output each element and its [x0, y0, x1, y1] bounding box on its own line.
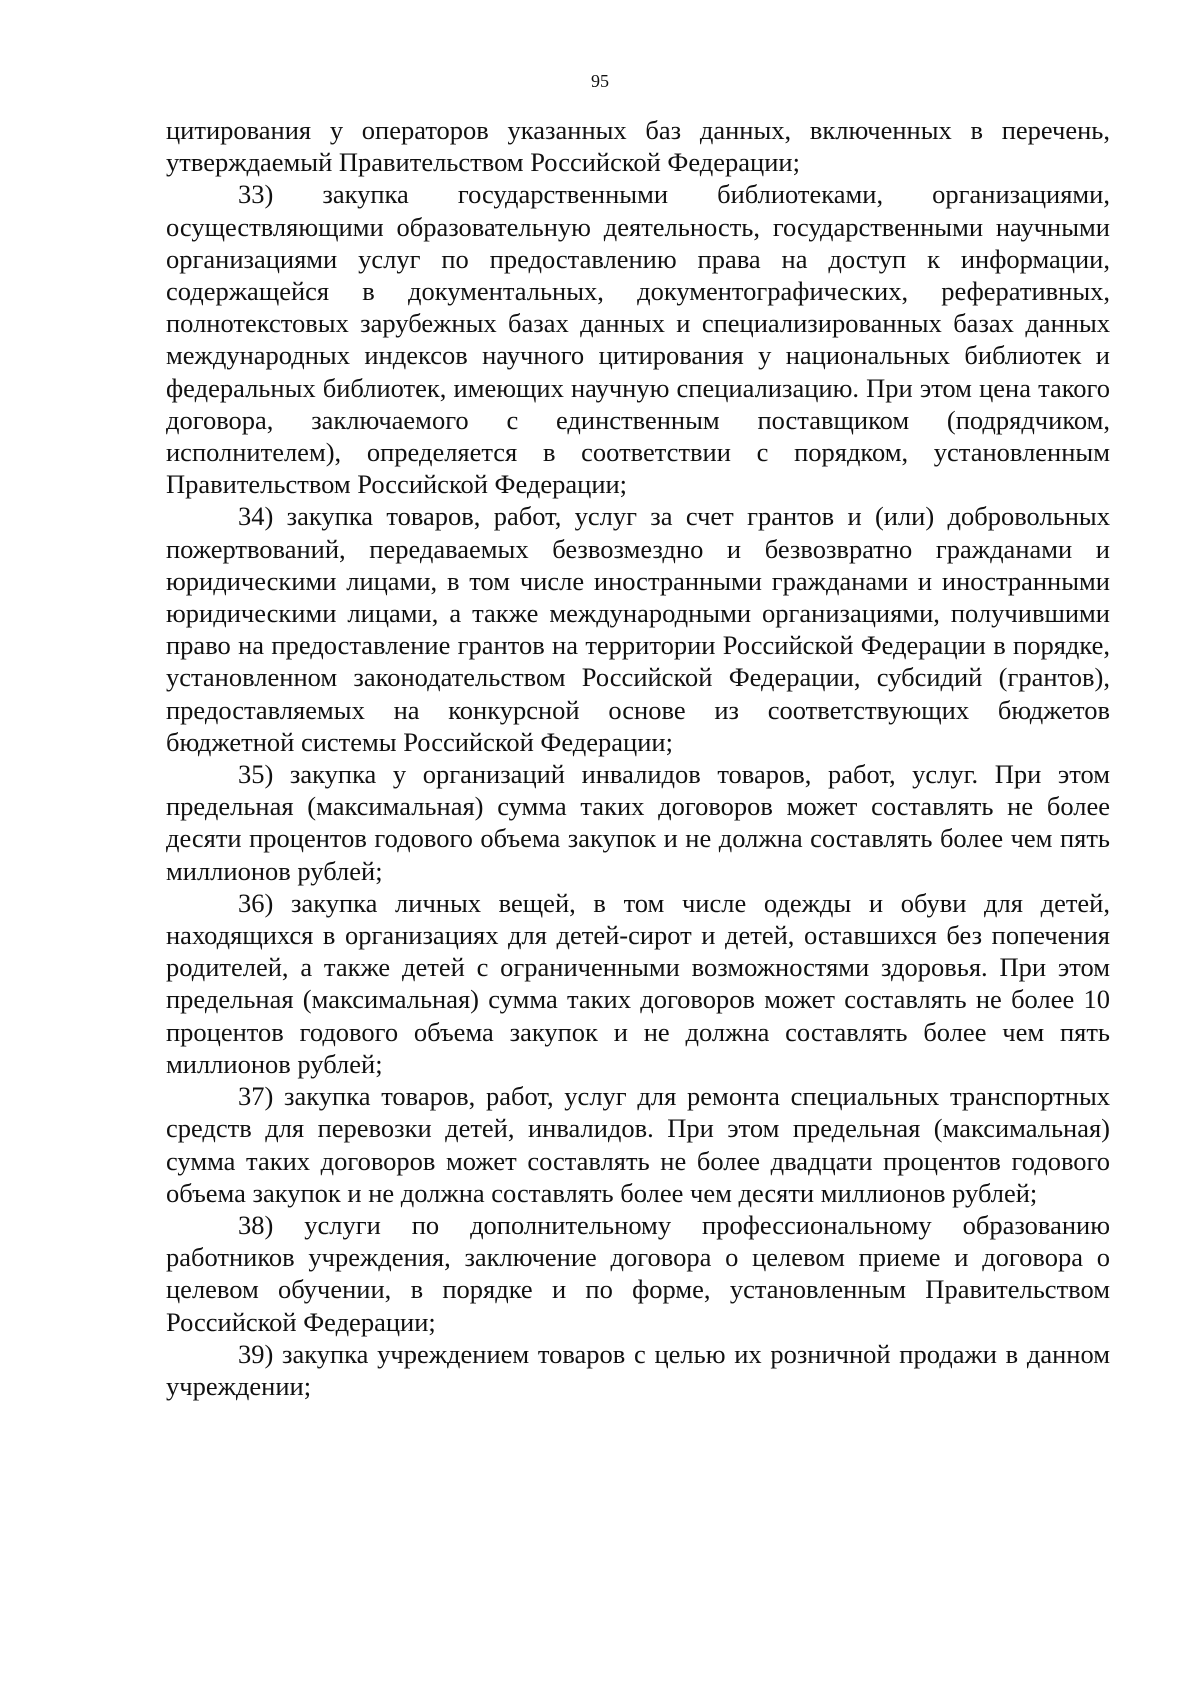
paragraph-item-34: 34) закупка товаров, работ, услуг за счет грантов и (или) добровольных пожертвований, передаваемых безвозмездно и безвозвратно гражданами и юридическими лицами, в том числе иностранными гражданами и иностранными юридическими лицами, а также международными организациями, получившими право на предоставление грантов на территории Российской Федерации в порядке, установленном законодательством Российской Федерации, субсидий (грантов), предоставляемых на конкурсной основе из соответствующих бюджетов бюджетной системы Российской Федерации; [166, 501, 1110, 757]
paragraph-item-33: 33) закупка государственными библиотеками, организациями, осуществляющими образовательную деятельность, государственными научными организациями услуг по предоставлению права на доступ к информации, содержащейся в документальных, документографических, реферативных, полнотекстовых зарубежных базах данных и специализированных базах данных международных индексов научного цитирования у национальных библиотек и федеральных библиотек, имеющих научную специализацию. При этом цена такого договора, заключаемого с единственным поставщиком (подрядчиком, исполнителем), определяется в соответствии с порядком, установленным Правительством Российской Федерации; [166, 179, 1110, 500]
paragraph-continuation: цитирования у операторов указанных баз данных, включенных в перечень, утверждаемый Правительством Российской Федерации; [166, 115, 1110, 178]
paragraph-item-37: 37) закупка товаров, работ, услуг для ремонта специальных транспортных средств для перевозки детей, инвалидов. При этом предельная (максимальная) сумма таких договоров может составлять не более двадцати процентов годового объема закупок и не должна составлять более чем десяти миллионов рублей; [166, 1081, 1110, 1208]
paragraph-item-36: 36) закупка личных вещей, в том числе одежды и обуви для детей, находящихся в организациях для детей-сирот и детей, оставшихся без попечения родителей, а также детей с ограниченными возможностями здоровья. При этом предельная (максимальная) сумма таких договоров может составлять не более 10 процентов годового объема закупок и не должна составлять более чем пять миллионов рублей; [166, 887, 1110, 1079]
page-number: 95 [591, 71, 609, 91]
paragraph-item-35: 35) закупка у организаций инвалидов товаров, работ, услуг. При этом предельная (максимальная) сумма таких договоров может составлять не более десяти процентов годового объема закупок и не должна составлять более чем пять миллионов рублей; [166, 759, 1110, 886]
paragraph-item-38: 38) услуги по дополнительному профессиональному образованию работников учреждения, заключение договора о целевом приеме и договора о целевом обучении, в порядке и по форме, установленным Правительством Российской Федерации; [166, 1209, 1110, 1337]
document-body [166, 114, 1110, 1402]
paragraph-item-39: 39) закупка учреждением товаров с целью их розничной продажи в данном учреждении; [166, 1338, 1110, 1401]
